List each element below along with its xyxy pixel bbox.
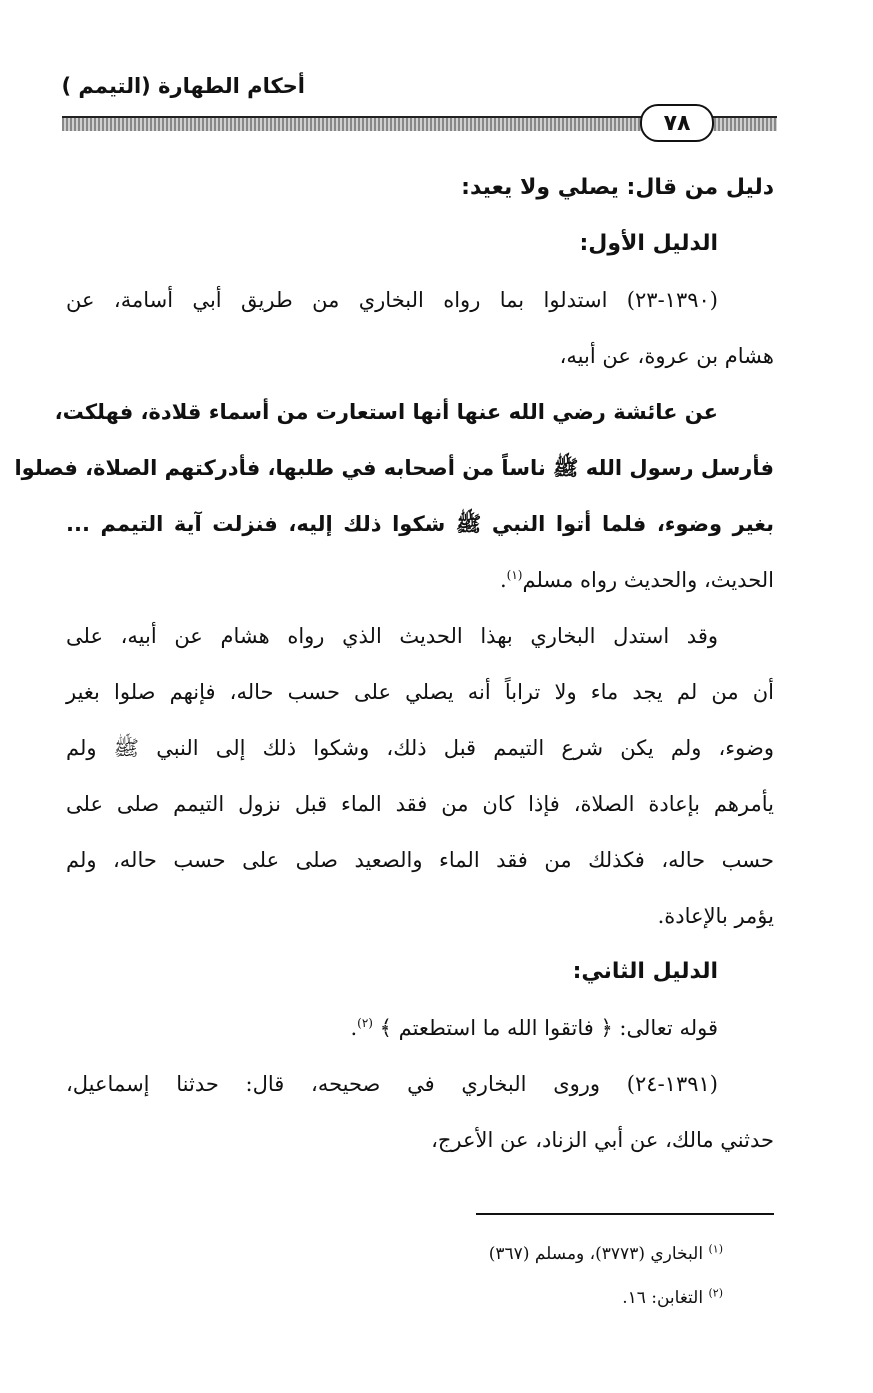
footnotes [123,1232,723,1320]
verse-text: قوله تعالى: ﴿ فاتقوا الله ما استطعتم ﴾ [379,1016,718,1040]
footnote-marker: (١) [506,568,523,582]
hadith-closing-line: الحديث، والحديث رواه مسلم$^{(١)}$. [499,568,774,592]
footnote-text: التغابن: ١٦. [622,1288,704,1308]
section-heading: دليل من قال: يصلي ولا يعيد: [461,175,774,200]
paragraph-line: هشام بن عروة، عن أبيه، [559,344,774,368]
paragraph-line: يأمرهم بإعادة الصلاة، فإذا كان من فقد الماء قبل نزول التيمم صلى على [66,792,774,816]
hadith-line: فأرسل رسول الله ﷺ ناساً من أصحابه في طلبها، فأدركتهم الصلاة، فصلوا [14,456,774,480]
paragraph-line: (١٣٩٠-٢٣) استدلوا بما رواه البخاري من طريق أبي أسامة، عن [66,288,718,312]
running-title: أحكام الطهارة (التيمم ) [61,74,305,98]
hadith-line: بغير وضوء، فلما أتوا النبي ﷺ شكوا ذلك إليه، فنزلت آية التيمم ... [66,512,774,536]
page-body [14,160,774,1168]
paragraph-line: (١٣٩١-٢٤) وروى البخاري في صحيحه، قال: حدثنا إسماعيل، [66,1072,718,1096]
verse-line: قوله تعالى: ﴿ فاتقوا الله ما استطعتم ﴾ $^{(٢)}$. [350,1016,718,1040]
footnote [123,1276,723,1320]
footnote-text: البخاري (٣٧٧٣)، ومسلم (٣٦٧) [488,1244,704,1264]
footnote-marker: (٢) [357,1016,373,1030]
paragraph-line: وقد استدل البخاري بهذا الحديث الذي رواه هشام عن أبيه، على [66,624,718,648]
footnote-rule [476,1213,774,1215]
paragraph-line: حسب حاله، فكذلك من فقد الماء والصعيد صلى على حسب حاله، ولم [66,848,774,872]
paragraph-line: وضوء، ولم يكن شرع التيمم قبل ذلك، وشكوا ذلك إلى النبي ﷺ ولم [66,736,774,760]
footnote-number: (٢) [708,1286,723,1300]
hadith-closing-text: الحديث، والحديث رواه مسلم [522,568,774,592]
paragraph-line: حدثني مالك، عن أبي الزناد، عن الأعرج، [431,1128,774,1152]
paragraph-line: أن من لم يجد ماء ولا تراباً أنه يصلي على حسب حاله، فإنهم صلوا بغير [66,680,774,704]
hadith-line: عن عائشة رضي الله عنها أنها استعارت من أسماء قلادة، فهلكت، [54,400,718,424]
evidence-heading-first: الدليل الأول: [579,231,718,256]
evidence-heading-second: الدليل الثاني: [572,959,718,984]
page-number: ٧٨ [640,104,714,142]
footnote [123,1232,723,1276]
footnote-number: (١) [708,1242,723,1256]
paragraph-line: يؤمر بالإعادة. [657,904,774,928]
